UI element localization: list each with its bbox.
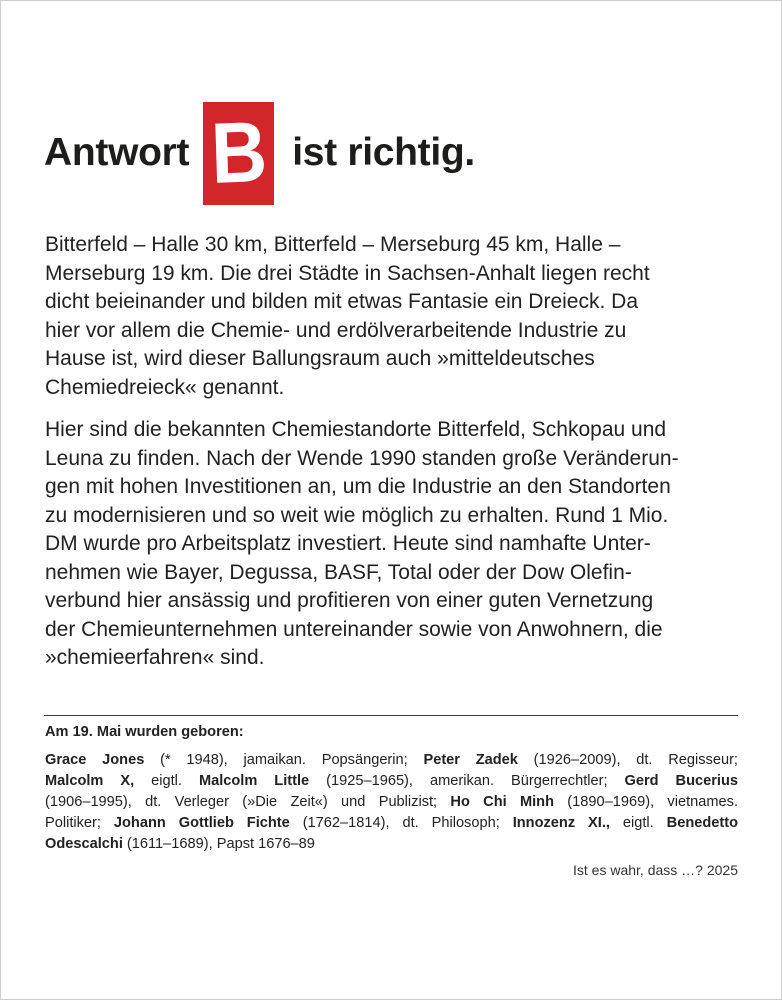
text-line: nehmen wie Bayer, Degussa, BASF, Total oder der Dow Olefin- [45,560,632,584]
footer-source: Ist es wahr, dass …? 2025 [573,862,738,878]
text-line: dicht beieinander und bilden mit etwas Fantasie ein Dreieck. Da [45,290,638,313]
birthday-line [45,834,738,855]
explanation-paragraph-2 [45,416,745,673]
person-details: eigtl. [609,815,667,831]
birthday-line [45,750,738,771]
person-details: (1925–1965), amerikan. Bürgerrechtler; [309,773,625,789]
birthday-line [45,792,738,813]
text-line: Merseburg 19 km. Die drei Städte in Sachsen-Anhalt liegen recht [45,261,650,285]
person-name: Malcolm X, [45,773,135,789]
text-line: Hier sind die bekannten Chemiestandorte Bitterfeld, Schkopau und [45,418,667,441]
headline-correct-text: ist richtig. [292,131,475,174]
person-name: Odescalchi [45,836,123,852]
person-name: Peter Zadek [423,752,518,768]
person-details: (1611–1689), Papst 1676–89 [122,836,315,852]
person-details: (* 1948), jamaikan. Popsängerin; [144,752,424,768]
person-details: (1906–1995), dt. Verleger (»Die Zeit«) und Publizist; [45,794,451,810]
person-details: Politiker; [45,815,114,831]
person-name: Malcolm Little [198,773,310,789]
section-divider [44,715,738,716]
person-details: (1762–1814), dt. Philosoph; [289,815,513,831]
person-name: Benedetto [666,815,739,831]
person-details: (1890–1969), vietnames. [554,794,738,810]
person-details: eigtl. [134,773,199,789]
person-name: Ho Chi Minh [450,794,555,810]
answer-letter: B [209,103,269,203]
text-line: »chemieerfahren« sind. [45,646,265,669]
headline [44,98,475,208]
text-line: hier vor allem die Chemie- und erdölverarbeitende Industrie zu [45,318,627,342]
birthday-line [45,771,738,792]
text-line: gen mit hohen Investitionen an, um die Industrie an den Standorten [45,475,671,498]
text-line: verbund hier ansässig und profitieren von einer guten Vernetzung [45,589,654,612]
headline-answer-word: Antwort [44,131,190,174]
birthday-line [45,813,738,834]
text-line: Bitterfeld – Halle 30 km, Bitterfeld – Merseburg 45 km, Halle – [45,233,621,256]
text-line: Leuna zu finden. Nach der Wende 1990 standen große Veränderun- [45,446,679,470]
text-line: zu modernisieren und so weit wie möglich zu erhalten. Rund 1 Mio. [45,503,669,527]
explanation-paragraph-1 [45,231,745,402]
birthdays-section [45,722,738,855]
person-name: Johann Gottlieb Fichte [113,815,290,831]
person-name: Gerd Bucerius [624,773,738,789]
birthdays-title: Am 19. Mai wurden geboren: [45,724,244,740]
answer-explanation [45,231,745,687]
person-details: (1926–2009), dt. Regisseur; [517,752,738,768]
person-name: Grace Jones [45,752,145,768]
person-name: Innozenz XI., [512,815,610,831]
answer-letter-badge [203,102,274,205]
text-line: Hause ist, wird dieser Ballungsraum auch »mitteldeutsches [45,347,595,370]
text-line: DM wurde pro Arbeitsplatz investiert. Heute sind namhafte Unter- [45,532,651,555]
text-line: Chemiedreieck« genannt. [45,375,285,399]
birthdays-list [45,750,738,855]
text-line: der Chemieunternehmen untereinander sowie von Anwohnern, die [45,617,663,641]
